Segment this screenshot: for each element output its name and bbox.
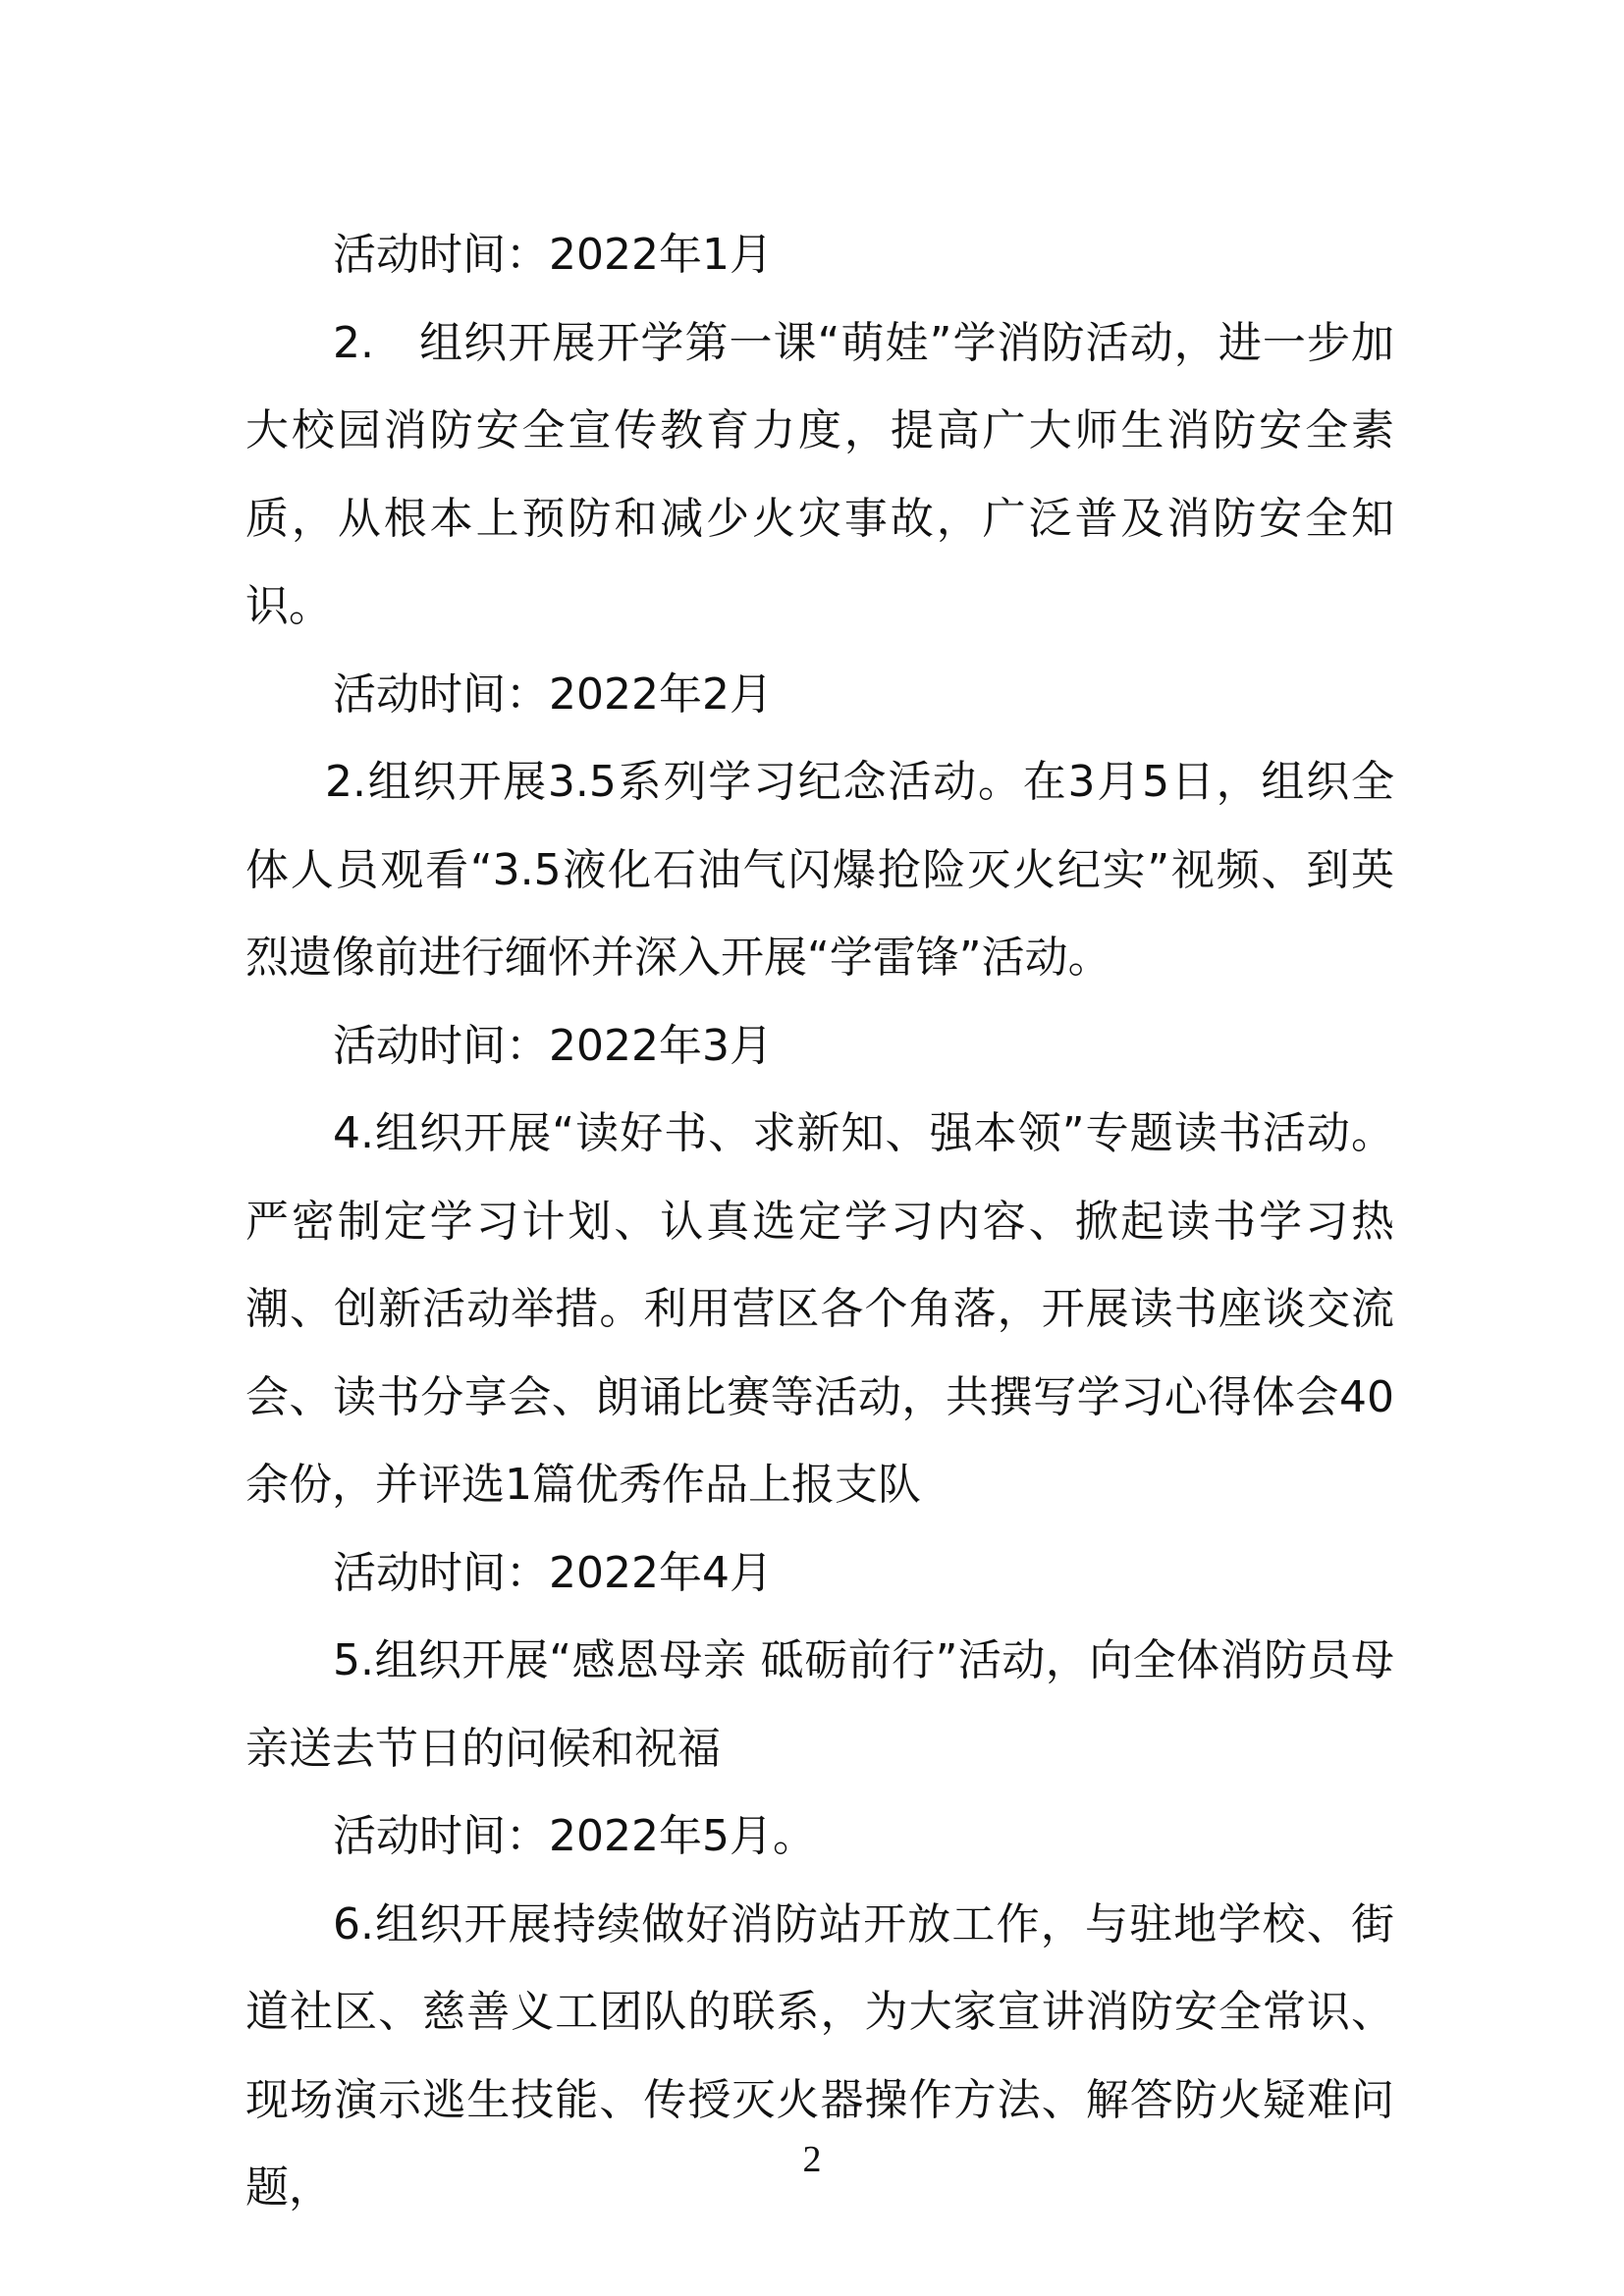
body-text [245,211,1394,2232]
paragraph-item-march-memorial: 2.组织开展3.5系列学习纪念活动。在3月5日，组织全体人员观看“3.5液化石油气闪爆抢险灭火纪实”视频、到英烈遗像前进行缅怀并深入开展“学雷锋”活动。 [245,757,1394,983]
paragraph-activity-time-mar: 活动时间：2022年3月 [333,1020,773,1071]
paragraph-item-station-open-day: 6.组织开展持续做好消防站开放工作，与驻地学校、街道社区、慈善义工团队的联系，为大家宣讲消防安全常识、现场演示逃生技能、传授灭火器操作方法、解答防火疑难问题， [245,1898,1394,2213]
paragraph-item-reading-activity: 4.组织开展“读好书、求新知、强本领”专题读书活动。严密制定学习计划、认真选定学习内容、掀起读书学习热潮、创新活动举措。利用营区各个角落，开展读书座谈交流会、读书分享会、朗诵比赛等活动，共撰写学习心得体会40余份，并评选1篇优秀作品上报支队 [245,1108,1394,1510]
paragraph-activity-time-feb: 活动时间：2022年2月 [333,668,773,720]
paragraph-activity-time-apr: 活动时间：2022年4月 [333,1547,773,1598]
paragraph-item-mothers-day: 5.组织开展“感恩母亲 砥砺前行”活动，向全体消防员母亲送去节日的问候和祝福 [245,1635,1394,1774]
paragraph-item-school-lesson: 2. 组织开展开学第一课“萌娃”学消防活动，进一步加大校园消防安全宣传教育力度，提高广大师生消防安全素质，从根本上预防和减少火灾事故，广泛普及消防安全知识。 [245,317,1394,631]
page-number: 2 [802,2139,822,2180]
paragraph-activity-time-jan: 活动时间：2022年1月 [333,230,773,280]
paragraph-activity-time-may: 活动时间：2022年5月。 [333,1811,816,1861]
